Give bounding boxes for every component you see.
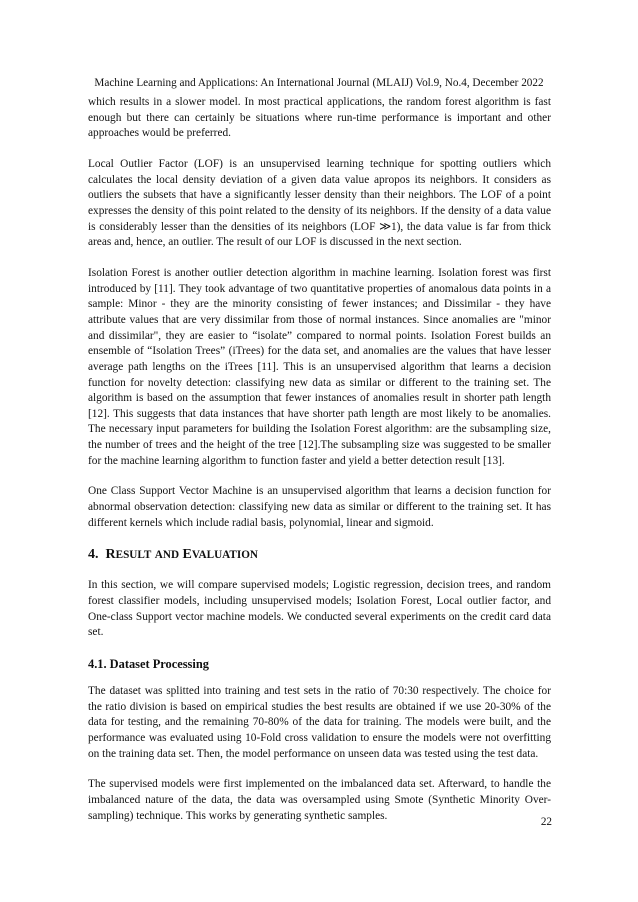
- section-title-e: E: [182, 547, 192, 563]
- section-title-r: R: [105, 547, 116, 563]
- section-title-esult: ESULT: [115, 549, 152, 562]
- paragraph-random-forest-conclusion: which results in a slower model. In most practical applications, the random forest algorithm is fast enough but there can certainly be situations where run-time performance is important and other approaches would be preferred.: [88, 96, 551, 140]
- running-header: Machine Learning and Applications: An International Journal (MLAIJ) Vol.9, No.4, December 2022: [94, 77, 544, 89]
- section-title-and: AND: [154, 549, 180, 562]
- section-number: 4.: [88, 547, 99, 563]
- subsection-heading-dataset-processing: 4.1. Dataset Processing: [88, 657, 209, 672]
- paragraph-smote: The supervised models were first implemented on the imbalanced data set. Afterward, to handle the imbalanced nature of the data, the data was oversampled using Smote (Synthetic Minority Over-sampling) technique. This works by generating synthetic samples.: [88, 778, 551, 822]
- paragraph-one-class-svm: One Class Support Vector Machine is an unsupervised algorithm that learns a decision function for abnormal observation detection: classifying new data as similar or different to the training set. It has different kernels which include radial basis, polynomial, linear and sigmoid.: [88, 485, 551, 529]
- page-body: [88, 95, 551, 839]
- paragraph-dataset-split: The dataset was splitted into training and test sets in the ratio of 70:30 respectively. The choice for the ratio division is based on empirical studies the best results are obtained if we use 20-30% of the data for testing, and the remaining 70-80% of the data for training. The models were built, and the performance was evaluated using 10-Fold cross validation to ensure the models were not overfitting on the training data set. Then, the model performance on unseen data was tested using the test data.: [88, 685, 551, 760]
- page-number: 22: [540, 816, 552, 828]
- paragraph-isolation-forest: Isolation Forest is another outlier detection algorithm in machine learning. Isolation forest was first introduced by [11]. They took advantage of two quantitative properties of anomalous data points in a sample: Minor - they are the minority consisting of fewer instances; and Dissimilar - they have attribute values that are very dissimilar from those of normal instances. Since anomalies are "minor and dissimilar", they are easier to “isolate” compared to normal points. Isolation Forest builds an ensemble of “Isolation Trees” (iTrees) for the data set, and anomalies are the values that have lesser average path lengths on the iTrees [11]. This is an unsupervised algorithm that learns a decision function for novelty detection: classifying new data as similar or different to the training set. The algorithm is based on the assumption that fewer instances of anomalies result in shorter path length [12]. This suggests that data instances that have shorter path length are most likely to be anomalies. The necessary input parameters for building the Isolation Forest algorithm: are the subsampling size, the number of trees and the height of the tree [12].The subsampling size was suggested to be smaller for the machine learning algorithm to function faster and yield a better detection result [13].: [88, 266, 551, 467]
- paragraph-section-intro: In this section, we will compare supervised models; Logistic regression, decision trees, and random forest classifier models, including unsupervised models; Isolation Forest, Local outlier factor, and One-class Support vector machine models. We conducted several experiments on the credit card data set.: [88, 579, 551, 639]
- section-heading-result-and-evaluation: [88, 546, 551, 564]
- section-title-valuation: VALUATION: [191, 549, 258, 562]
- paragraph-lof: Local Outlier Factor (LOF) is an unsupervised learning technique for spotting outliers which calculates the local density deviation of a given data value apropos its neighbors. It considers as outliers the subsets that have a significantly lesser density than their neighbors. The LOF of a point expresses the density of this point related to the density of its neighbors. If the density of a data value is considerably lesser than the densities of its neighbors (LOF ≫1), the data value is far from thick areas and, hence, an outlier. The result of our LOF is discussed in the next section.: [88, 157, 551, 249]
